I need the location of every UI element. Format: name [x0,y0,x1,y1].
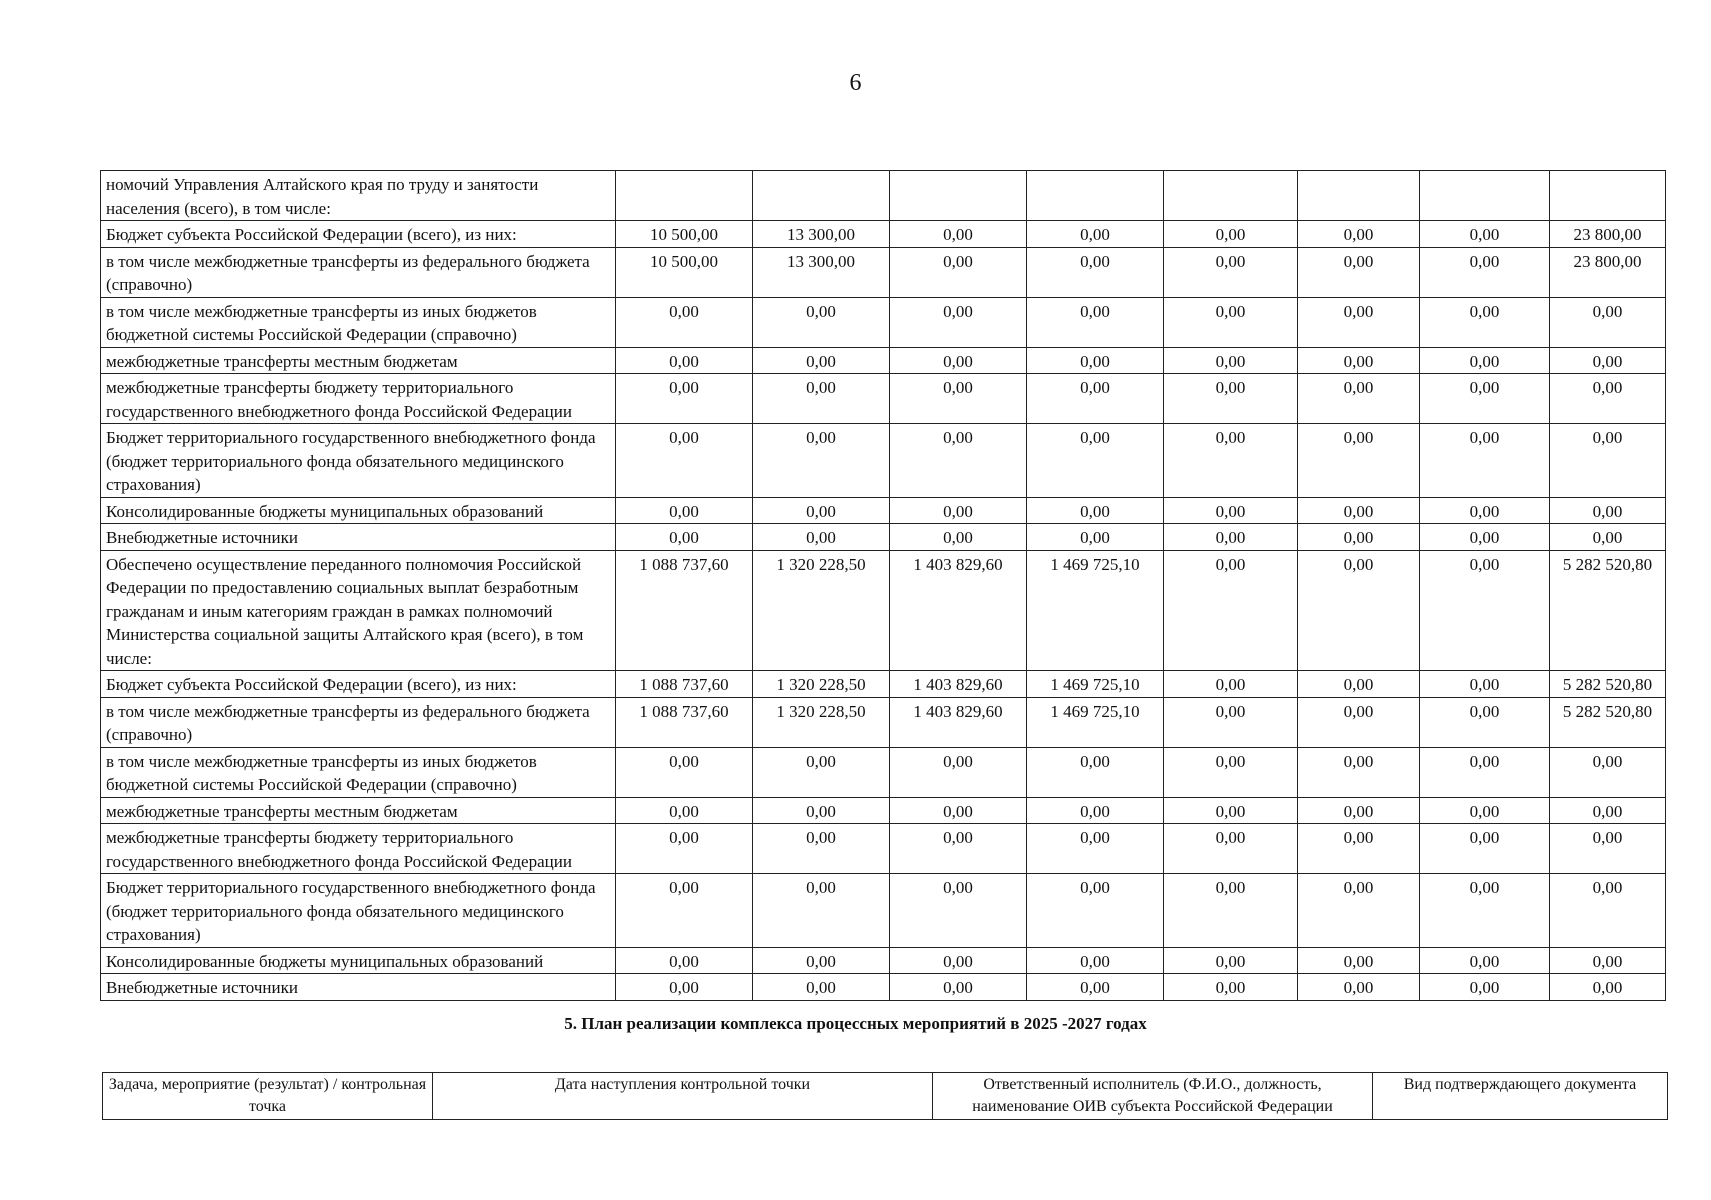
budget-cell-value: 0,00 [1298,374,1420,424]
budget-row [101,824,1666,874]
budget-cell-value: 0,00 [1027,524,1164,551]
budget-cell-value: 0,00 [1420,347,1550,374]
plan-header-date: Дата наступления контрольной точки [433,1073,933,1120]
budget-cell-value: 0,00 [1027,747,1164,797]
budget-row-label: Внебюджетные источники [101,524,616,551]
budget-cell-value: 0,00 [1027,424,1164,498]
budget-row [101,974,1666,1001]
budget-cell-value: 0,00 [1164,824,1298,874]
budget-cell-value: 0,00 [753,874,890,948]
budget-cell-value: 0,00 [1298,524,1420,551]
budget-cell-value: 0,00 [890,874,1027,948]
budget-cell-value: 0,00 [1298,297,1420,347]
budget-row [101,947,1666,974]
budget-row [101,497,1666,524]
budget-cell-value: 5 282 520,80 [1550,697,1666,747]
budget-cell-value: 0,00 [890,824,1027,874]
budget-cell-value: 0,00 [616,974,753,1001]
budget-row-label: в том числе межбюджетные трансферты из федерального бюджета (справочно) [101,247,616,297]
budget-cell-value: 13 300,00 [753,247,890,297]
budget-cell-value: 0,00 [890,947,1027,974]
budget-cell-value: 0,00 [1164,671,1298,698]
budget-row [101,424,1666,498]
budget-cell-value: 0,00 [616,947,753,974]
budget-cell-value: 0,00 [1164,974,1298,1001]
budget-cell-value: 0,00 [1027,797,1164,824]
budget-cell-value: 1 403 829,60 [890,550,1027,671]
budget-cell-value: 0,00 [1420,550,1550,671]
budget-cell-value: 0,00 [1164,524,1298,551]
budget-cell-value: 1 088 737,60 [616,697,753,747]
budget-cell-value: 0,00 [1420,497,1550,524]
plan-header-row [103,1073,1668,1120]
budget-cell-value: 0,00 [1550,524,1666,551]
budget-row [101,874,1666,948]
budget-cell-value: 0,00 [753,947,890,974]
budget-cell-value: 0,00 [1298,497,1420,524]
budget-cell-value: 0,00 [1420,947,1550,974]
budget-row [101,247,1666,297]
budget-cell-value: 0,00 [1027,374,1164,424]
budget-cell-value: 0,00 [1298,247,1420,297]
budget-cell-value: 0,00 [1550,874,1666,948]
budget-cell-value: 0,00 [616,424,753,498]
budget-cell-value: 0,00 [1298,747,1420,797]
budget-cell-value: 0,00 [890,497,1027,524]
budget-cell-value: 0,00 [1550,297,1666,347]
budget-row-label: межбюджетные трансферты бюджету территориального государственного внебюджетного фонда Российской Федерации [101,824,616,874]
budget-row-label: Внебюджетные источники [101,974,616,1001]
budget-row-label: в том числе межбюджетные трансферты из иных бюджетов бюджетной системы Российской Федерации (справочно) [101,297,616,347]
budget-cell-value: 13 300,00 [753,221,890,248]
budget-cell-value [1027,171,1164,221]
budget-cell-value: 0,00 [890,221,1027,248]
budget-cell-value: 0,00 [616,824,753,874]
budget-row-label: Обеспечено осуществление переданного полномочия Российской Федерации по предоставлению социальных выплат безработным гражданам и иным категориям граждан в рамках полномочий Министерства социальной защиты Алтайского края (всего), в том числе: [101,550,616,671]
budget-cell-value: 0,00 [1164,297,1298,347]
budget-cell-value: 0,00 [1550,824,1666,874]
budget-row-label: Бюджет субъекта Российской Федерации (всего), из них: [101,671,616,698]
budget-cell-value: 0,00 [753,297,890,347]
budget-row-label: Консолидированные бюджеты муниципальных образований [101,497,616,524]
budget-cell-value: 0,00 [1027,297,1164,347]
budget-cell-value: 0,00 [1420,524,1550,551]
budget-cell-value: 0,00 [1298,671,1420,698]
budget-cell-value: 0,00 [1298,697,1420,747]
budget-cell-value: 0,00 [890,797,1027,824]
budget-cell-value: 0,00 [1027,247,1164,297]
budget-cell-value: 0,00 [890,347,1027,374]
plan-header-document: Вид подтверждающего документа [1373,1073,1668,1120]
budget-cell-value: 23 800,00 [1550,221,1666,248]
budget-cell-value: 1 088 737,60 [616,671,753,698]
budget-row [101,221,1666,248]
budget-cell-value: 0,00 [753,974,890,1001]
budget-cell-value: 0,00 [1550,424,1666,498]
budget-cell-value: 0,00 [753,747,890,797]
budget-cell-value: 0,00 [1420,874,1550,948]
page-number: 6 [849,70,862,96]
budget-cell-value: 0,00 [1550,974,1666,1001]
budget-cell-value: 0,00 [1164,374,1298,424]
budget-cell-value: 0,00 [1420,747,1550,797]
budget-cell-value: 0,00 [1420,247,1550,297]
budget-cell-value: 0,00 [1164,874,1298,948]
budget-cell-value: 1 469 725,10 [1027,671,1164,698]
budget-cell-value: 0,00 [1420,797,1550,824]
budget-row [101,297,1666,347]
budget-cell-value: 0,00 [616,874,753,948]
budget-cell-value: 0,00 [1298,221,1420,248]
budget-row-label: Бюджет территориального государственного внебюджетного фонда (бюджет территориального фонда обязательного медицинского страхования) [101,424,616,498]
budget-cell-value: 23 800,00 [1550,247,1666,297]
budget-cell-value: 1 320 228,50 [753,671,890,698]
budget-cell-value: 0,00 [1298,550,1420,671]
budget-cell-value: 0,00 [753,374,890,424]
budget-cell-value: 0,00 [890,297,1027,347]
budget-cell-value: 0,00 [1027,221,1164,248]
budget-cell-value: 0,00 [1420,671,1550,698]
budget-cell-value: 1 320 228,50 [753,550,890,671]
budget-cell-value: 0,00 [890,247,1027,297]
budget-cell-value: 1 469 725,10 [1027,550,1164,671]
budget-cell-value: 0,00 [1027,947,1164,974]
budget-cell-value: 0,00 [890,974,1027,1001]
budget-cell-value: 0,00 [1298,947,1420,974]
budget-cell-value [1298,171,1420,221]
budget-row-label: Бюджет субъекта Российской Федерации (всего), из них: [101,221,616,248]
budget-cell-value [616,171,753,221]
budget-table [100,170,1666,1001]
budget-cell-value: 0,00 [616,524,753,551]
budget-cell-value: 0,00 [1550,747,1666,797]
budget-cell-value: 0,00 [616,747,753,797]
budget-table-body [101,171,1666,1001]
plan-table [102,1072,1668,1120]
budget-cell-value: 0,00 [1027,874,1164,948]
budget-row-label: в том числе межбюджетные трансферты из федерального бюджета (справочно) [101,697,616,747]
budget-cell-value: 0,00 [753,424,890,498]
budget-cell-value: 0,00 [1298,347,1420,374]
budget-cell-value: 0,00 [1164,347,1298,374]
budget-cell-value: 0,00 [1164,424,1298,498]
budget-cell-value: 0,00 [753,347,890,374]
budget-cell-value: 0,00 [1550,497,1666,524]
budget-row [101,697,1666,747]
budget-cell-value: 0,00 [616,797,753,824]
budget-cell-value: 1 403 829,60 [890,697,1027,747]
budget-cell-value: 1 469 725,10 [1027,697,1164,747]
budget-cell-value [1550,171,1666,221]
budget-cell-value: 10 500,00 [616,221,753,248]
budget-cell-value: 0,00 [1298,797,1420,824]
budget-cell-value: 5 282 520,80 [1550,550,1666,671]
budget-cell-value: 0,00 [1420,297,1550,347]
budget-cell-value [1164,171,1298,221]
budget-cell-value: 0,00 [616,347,753,374]
budget-cell-value: 0,00 [1027,347,1164,374]
budget-cell-value [753,171,890,221]
budget-row [101,797,1666,824]
budget-cell-value: 0,00 [890,747,1027,797]
budget-cell-value: 0,00 [753,497,890,524]
budget-cell-value: 10 500,00 [616,247,753,297]
budget-cell-value: 0,00 [753,824,890,874]
budget-cell-value: 0,00 [1420,974,1550,1001]
budget-cell-value: 1 088 737,60 [616,550,753,671]
section-title: 5. План реализации комплекса процессных мероприятий в 2025 -2027 годах [564,1014,1147,1033]
budget-row-label: Бюджет территориального государственного внебюджетного фонда (бюджет территориального фонда обязательного медицинского страхования) [101,874,616,948]
budget-cell-value: 0,00 [890,524,1027,551]
budget-cell-value: 0,00 [1027,974,1164,1001]
budget-row-label: номочий Управления Алтайского края по труду и занятости населения (всего), в том числе: [101,171,616,221]
budget-cell-value: 0,00 [1420,374,1550,424]
budget-cell-value: 0,00 [1550,797,1666,824]
budget-row-label: межбюджетные трансферты местным бюджетам [101,347,616,374]
budget-cell-value: 0,00 [1298,974,1420,1001]
budget-row [101,171,1666,221]
budget-cell-value: 0,00 [616,297,753,347]
budget-row-label: в том числе межбюджетные трансферты из иных бюджетов бюджетной системы Российской Федерации (справочно) [101,747,616,797]
budget-cell-value: 0,00 [753,797,890,824]
budget-cell-value: 0,00 [1164,947,1298,974]
budget-cell-value: 0,00 [1420,221,1550,248]
budget-cell-value: 1 403 829,60 [890,671,1027,698]
budget-cell-value: 0,00 [890,374,1027,424]
budget-cell-value: 0,00 [753,524,890,551]
budget-cell-value: 0,00 [616,374,753,424]
budget-row [101,524,1666,551]
budget-cell-value [890,171,1027,221]
budget-cell-value: 0,00 [1164,497,1298,524]
budget-cell-value: 0,00 [1164,247,1298,297]
budget-cell-value: 0,00 [1027,824,1164,874]
budget-cell-value: 0,00 [1164,550,1298,671]
budget-row [101,347,1666,374]
budget-cell-value: 0,00 [1550,947,1666,974]
plan-header-task: Задача, мероприятие (результат) / контрольная точка [103,1073,433,1120]
budget-cell-value: 0,00 [1298,874,1420,948]
budget-cell-value: 0,00 [616,497,753,524]
budget-row [101,671,1666,698]
budget-cell-value: 0,00 [1550,374,1666,424]
budget-row-label: межбюджетные трансферты бюджету территориального государственного внебюджетного фонда Российской Федерации [101,374,616,424]
budget-cell-value: 1 320 228,50 [753,697,890,747]
budget-cell-value: 0,00 [1164,797,1298,824]
budget-row-label: Консолидированные бюджеты муниципальных образований [101,947,616,974]
budget-cell-value [1420,171,1550,221]
budget-cell-value: 0,00 [1164,747,1298,797]
budget-cell-value: 0,00 [1164,221,1298,248]
budget-cell-value: 0,00 [1298,424,1420,498]
budget-cell-value: 0,00 [1298,824,1420,874]
budget-cell-value: 0,00 [1420,424,1550,498]
budget-cell-value: 5 282 520,80 [1550,671,1666,698]
plan-header-executor: Ответственный исполнитель (Ф.И.О., должность, наименование ОИВ субъекта Российской Федерации [933,1073,1373,1120]
budget-row [101,550,1666,671]
budget-cell-value: 0,00 [1420,697,1550,747]
budget-row-label: межбюджетные трансферты местным бюджетам [101,797,616,824]
budget-cell-value: 0,00 [1164,697,1298,747]
budget-cell-value: 0,00 [890,424,1027,498]
budget-cell-value: 0,00 [1420,824,1550,874]
budget-cell-value: 0,00 [1550,347,1666,374]
budget-row [101,374,1666,424]
budget-row [101,747,1666,797]
budget-cell-value: 0,00 [1027,497,1164,524]
